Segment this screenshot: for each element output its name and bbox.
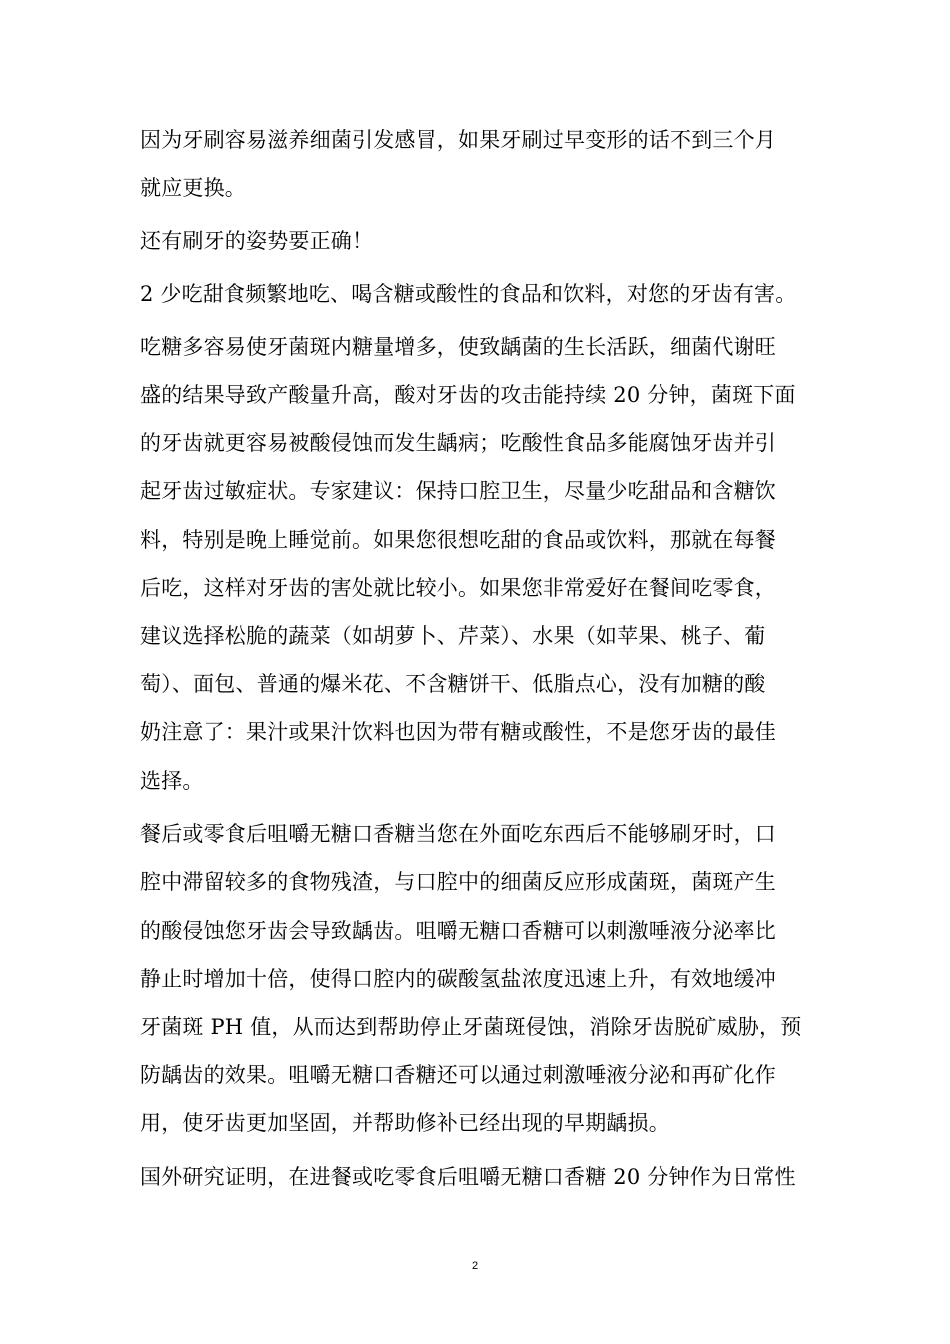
text-line: 的酸侵蚀您牙齿会导致龋齿。咀嚼无糖口香糖可以刺激唾液分泌率比 [140,919,776,943]
text-line: 防龋齿的效果。咀嚼无糖口香糖还可以通过刺激唾液分泌和再矿化作 [140,1063,776,1087]
text-line: 建议选择松脆的蔬菜（如胡萝卜、芹菜）、水果（如苹果、桃子、葡 [140,624,766,648]
text-line: 牙菌斑 PH 值，从而达到帮助停止牙菌斑侵蚀，消除牙齿脱矿威胁，预 [140,1015,802,1039]
text-line: 腔中滞留较多的食物残渣，与口腔中的细菌反应形成菌斑，菌斑产生 [140,870,776,894]
text-line: 萄）、面包、普通的爆米花、不含糖饼干、低脂点心，没有加糖的酸 [140,672,766,696]
text-line: 还有刷牙的姿势要正确！ [140,229,374,253]
text-line: 餐后或零食后咀嚼无糖口香糖当您在外面吃东西后不能够刷牙时，口 [140,822,776,846]
text-line: 起牙齿过敏症状。专家建议：保持口腔卫生，尽量少吃甜品和含糖饮 [140,479,776,503]
text-line: 就应更换。 [140,176,246,200]
text-line: 奶注意了：果汁或果汁饮料也因为带有糖或酸性，不是您牙齿的最佳 [140,720,776,744]
text-line: 2 少吃甜食频繁地吃、喝含糖或酸性的食品和饮料，对您的牙齿有害。 [140,282,797,306]
text-line: 因为牙刷容易滋养细菌引发感冒，如果牙刷过早变形的话不到三个月 [140,128,776,152]
text-line: 吃糖多容易使牙菌斑内糖量增多，使致龋菌的生长活跃，细菌代谢旺 [140,335,776,359]
text-line: 盛的结果导致产酸量升高，酸对牙齿的攻击能持续 20 分钟，菌斑下面 [140,383,796,407]
text-line: 静止时增加十倍，使得口腔内的碳酸氢盐浓度迅速上升，有效地缓冲 [140,967,776,991]
text-line: 的牙齿就更容易被酸侵蚀而发生龋病；吃酸性食品多能腐蚀牙齿并引 [140,431,776,455]
text-line: 国外研究证明，在进餐或吃零食后咀嚼无糖口香糖 20 分钟作为日常性 [140,1165,796,1189]
text-line: 用，使牙齿更加坚固，并帮助修补已经出现的早期龋损。 [140,1111,670,1135]
page-number: 2 [471,1260,479,1272]
text-line: 选择。 [140,769,204,793]
text-line: 料，特别是晚上睡觉前。如果您很想吃甜的食品或饮料，那就在每餐 [140,528,776,552]
text-line: 后吃，这样对牙齿的害处就比较小。如果您非常爱好在餐间吃零食， [140,576,776,600]
